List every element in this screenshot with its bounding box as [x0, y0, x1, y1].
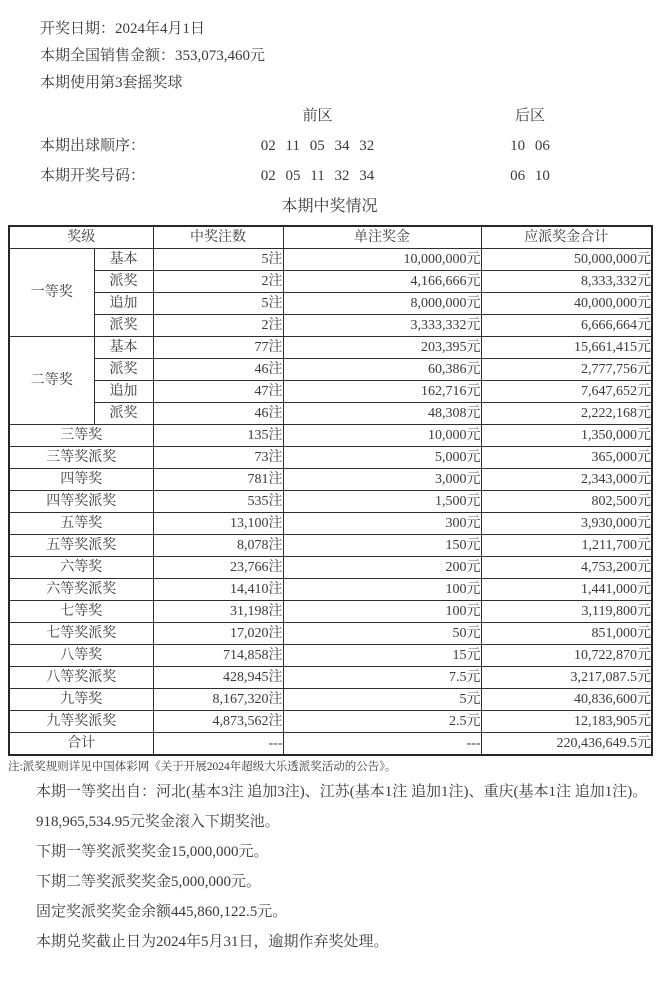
- header-winner-count: 中奖注数: [153, 226, 283, 249]
- row-prize: 48,308元: [283, 403, 481, 425]
- row-prize: 4,166,666元: [283, 271, 481, 293]
- ball-set-line: 本期使用第3套摇奖球: [40, 75, 183, 91]
- row-subtype: 派奖: [94, 359, 153, 381]
- row-level: 五等奖: [9, 513, 153, 535]
- row-level: 九等奖: [9, 689, 153, 711]
- row-count: 781注: [153, 469, 283, 491]
- header-prize-level: 奖级: [9, 226, 153, 249]
- footnote: 注:派奖规则详见中国体彩网《关于开展2024年超级大乐透派奖活动的公告》。: [8, 761, 397, 773]
- row-subtype: 基本: [94, 337, 153, 359]
- row-total: 2,777,756元: [481, 359, 652, 381]
- row-total: 851,000元: [481, 623, 652, 645]
- row-total: 3,930,000元: [481, 513, 652, 535]
- winning-numbers-back: 06 10: [510, 168, 550, 184]
- table-row: [9, 535, 652, 557]
- total-count: ---: [153, 733, 283, 756]
- table-row: [9, 579, 652, 601]
- row-total: 802,500元: [481, 491, 652, 513]
- fixed-prize-balance: 固定奖派奖奖金余额445,860,122.5元。: [36, 904, 288, 920]
- draw-order-row: [40, 137, 658, 155]
- row-count: 47注: [153, 381, 283, 403]
- table-row: [9, 513, 652, 535]
- row-prize: 203,395元: [283, 337, 481, 359]
- table-row: [9, 689, 652, 711]
- total-prize: ---: [283, 733, 481, 756]
- row-prize: 50元: [283, 623, 481, 645]
- row-prize: 300元: [283, 513, 481, 535]
- zone-header-spacer: [40, 107, 220, 125]
- zone-header-row: [40, 107, 658, 125]
- row-count: 2注: [153, 315, 283, 337]
- row-count: 5注: [153, 249, 283, 271]
- first-prize-group-label: 一等奖: [9, 249, 94, 337]
- jackpot-rollover: 918,965,534.95元奖金滚入下期奖池。: [36, 814, 280, 830]
- next-first-prize-bonus: 下期一等奖派奖奖金15,000,000元。: [36, 844, 269, 860]
- row-subtype: 追加: [94, 381, 153, 403]
- row-prize: 5元: [283, 689, 481, 711]
- row-count: 4,873,562注: [153, 711, 283, 733]
- row-count: 14,410注: [153, 579, 283, 601]
- row-level: 六等奖: [9, 557, 153, 579]
- winning-numbers-label: 本期开奖号码：: [40, 168, 146, 184]
- total-payout: 220,436,649.5元: [481, 733, 652, 756]
- row-total: 365,000元: [481, 447, 652, 469]
- table-row: [9, 249, 652, 271]
- row-prize: 60,386元: [283, 359, 481, 381]
- row-total: 10,722,870元: [481, 645, 652, 667]
- sales-amount-line: 本期全国销售金额：353,073,460元: [40, 48, 266, 64]
- table-row: [9, 711, 652, 733]
- row-level: 四等奖: [9, 469, 153, 491]
- row-total: 3,119,800元: [481, 601, 652, 623]
- row-total: 1,441,000元: [481, 579, 652, 601]
- back-zone-label: 后区: [514, 108, 545, 124]
- row-total: 1,211,700元: [481, 535, 652, 557]
- row-prize: 3,333,332元: [283, 315, 481, 337]
- row-level: 七等奖派奖: [9, 623, 153, 645]
- row-total: 40,000,000元: [481, 293, 652, 315]
- row-prize: 1,500元: [283, 491, 481, 513]
- table-row: [9, 447, 652, 469]
- row-prize: 7.5元: [283, 667, 481, 689]
- row-total: 12,183,905元: [481, 711, 652, 733]
- row-total: 1,350,000元: [481, 425, 652, 447]
- draw-order-front-numbers: 02 11 05 34 32: [260, 138, 375, 154]
- row-total: 40,836,600元: [481, 689, 652, 711]
- row-total: 2,222,168元: [481, 403, 652, 425]
- table-row: [9, 645, 652, 667]
- redemption-deadline: 本期兑奖截止日为2024年5月31日，逾期作弃奖处理。: [36, 934, 389, 950]
- header-single-prize: 单注奖金: [283, 226, 481, 249]
- row-total: 7,647,652元: [481, 381, 652, 403]
- table-row: [9, 667, 652, 689]
- table-row: [9, 359, 652, 381]
- row-total: 3,217,087.5元: [481, 667, 652, 689]
- row-count: 2注: [153, 271, 283, 293]
- table-row: [9, 271, 652, 293]
- table-row: [9, 623, 652, 645]
- row-count: 73注: [153, 447, 283, 469]
- row-subtype: 派奖: [94, 271, 153, 293]
- draw-order-label: 本期出球顺序：: [40, 138, 146, 154]
- row-count: 535注: [153, 491, 283, 513]
- row-count: 714,858注: [153, 645, 283, 667]
- winning-numbers-row: [40, 167, 658, 185]
- prize-table: [8, 225, 653, 756]
- row-count: 428,945注: [153, 667, 283, 689]
- row-prize: 3,000元: [283, 469, 481, 491]
- table-row: [9, 381, 652, 403]
- row-subtype: 追加: [94, 293, 153, 315]
- row-level: 九等奖派奖: [9, 711, 153, 733]
- row-count: 13,100注: [153, 513, 283, 535]
- row-prize: 8,000,000元: [283, 293, 481, 315]
- row-count: 46注: [153, 403, 283, 425]
- row-count: 77注: [153, 337, 283, 359]
- table-row: [9, 425, 652, 447]
- draw-date-line: 开奖日期：2024年4月1日: [40, 21, 206, 37]
- row-level: 八等奖派奖: [9, 667, 153, 689]
- row-prize: 200元: [283, 557, 481, 579]
- row-total: 6,666,664元: [481, 315, 652, 337]
- winning-numbers-front: 02 05 11 32 34: [260, 168, 375, 184]
- row-level: 七等奖: [9, 601, 153, 623]
- row-count: 23,766注: [153, 557, 283, 579]
- first-prize-provinces: 本期一等奖出自：河北(基本3注 追加3注)、江苏(基本1注 追加1注)、重庆(基本1注 追加1注)。: [36, 784, 648, 800]
- table-row: [9, 337, 652, 359]
- header-total-payout: 应派奖金合计: [481, 226, 652, 249]
- row-count: 8,078注: [153, 535, 283, 557]
- draw-order-back-numbers: 10 06: [510, 138, 550, 154]
- prize-table-title: 本期中奖情况: [281, 198, 378, 215]
- row-count: 46注: [153, 359, 283, 381]
- row-prize: 100元: [283, 579, 481, 601]
- row-level: 八等奖: [9, 645, 153, 667]
- table-total-row: [9, 733, 652, 756]
- table-row: [9, 469, 652, 491]
- row-subtype: 派奖: [94, 403, 153, 425]
- row-prize: 150元: [283, 535, 481, 557]
- row-count: 5注: [153, 293, 283, 315]
- table-row: [9, 403, 652, 425]
- row-count: 8,167,320注: [153, 689, 283, 711]
- row-prize: 162,716元: [283, 381, 481, 403]
- front-zone-label: 前区: [302, 108, 333, 124]
- table-row: [9, 491, 652, 513]
- row-prize: 2.5元: [283, 711, 481, 733]
- row-prize: 100元: [283, 601, 481, 623]
- row-count: 135注: [153, 425, 283, 447]
- row-level: 三等奖: [9, 425, 153, 447]
- second-prize-group-label: 二等奖: [9, 337, 94, 425]
- table-header-row: [9, 226, 652, 249]
- row-prize: 15元: [283, 645, 481, 667]
- next-second-prize-bonus: 下期二等奖派奖奖金5,000,000元。: [36, 874, 262, 890]
- row-prize: 10,000,000元: [283, 249, 481, 271]
- row-level: 四等奖派奖: [9, 491, 153, 513]
- table-row: [9, 557, 652, 579]
- row-total: 50,000,000元: [481, 249, 652, 271]
- draw-info-block: [40, 16, 658, 97]
- row-count: 31,198注: [153, 601, 283, 623]
- row-level: 六等奖派奖: [9, 579, 153, 601]
- row-total: 2,343,000元: [481, 469, 652, 491]
- table-row: [9, 293, 652, 315]
- row-subtype: 派奖: [94, 315, 153, 337]
- row-level: 五等奖派奖: [9, 535, 153, 557]
- row-prize: 10,000元: [283, 425, 481, 447]
- row-subtype: 基本: [94, 249, 153, 271]
- table-row: [9, 315, 652, 337]
- row-level: 三等奖派奖: [9, 447, 153, 469]
- summary-paragraphs: [8, 780, 651, 955]
- table-row: [9, 601, 652, 623]
- total-label: 合计: [9, 733, 153, 756]
- row-prize: 5,000元: [283, 447, 481, 469]
- row-count: 17,020注: [153, 623, 283, 645]
- row-total: 15,661,415元: [481, 337, 652, 359]
- row-total: 8,333,332元: [481, 271, 652, 293]
- row-total: 4,753,200元: [481, 557, 652, 579]
